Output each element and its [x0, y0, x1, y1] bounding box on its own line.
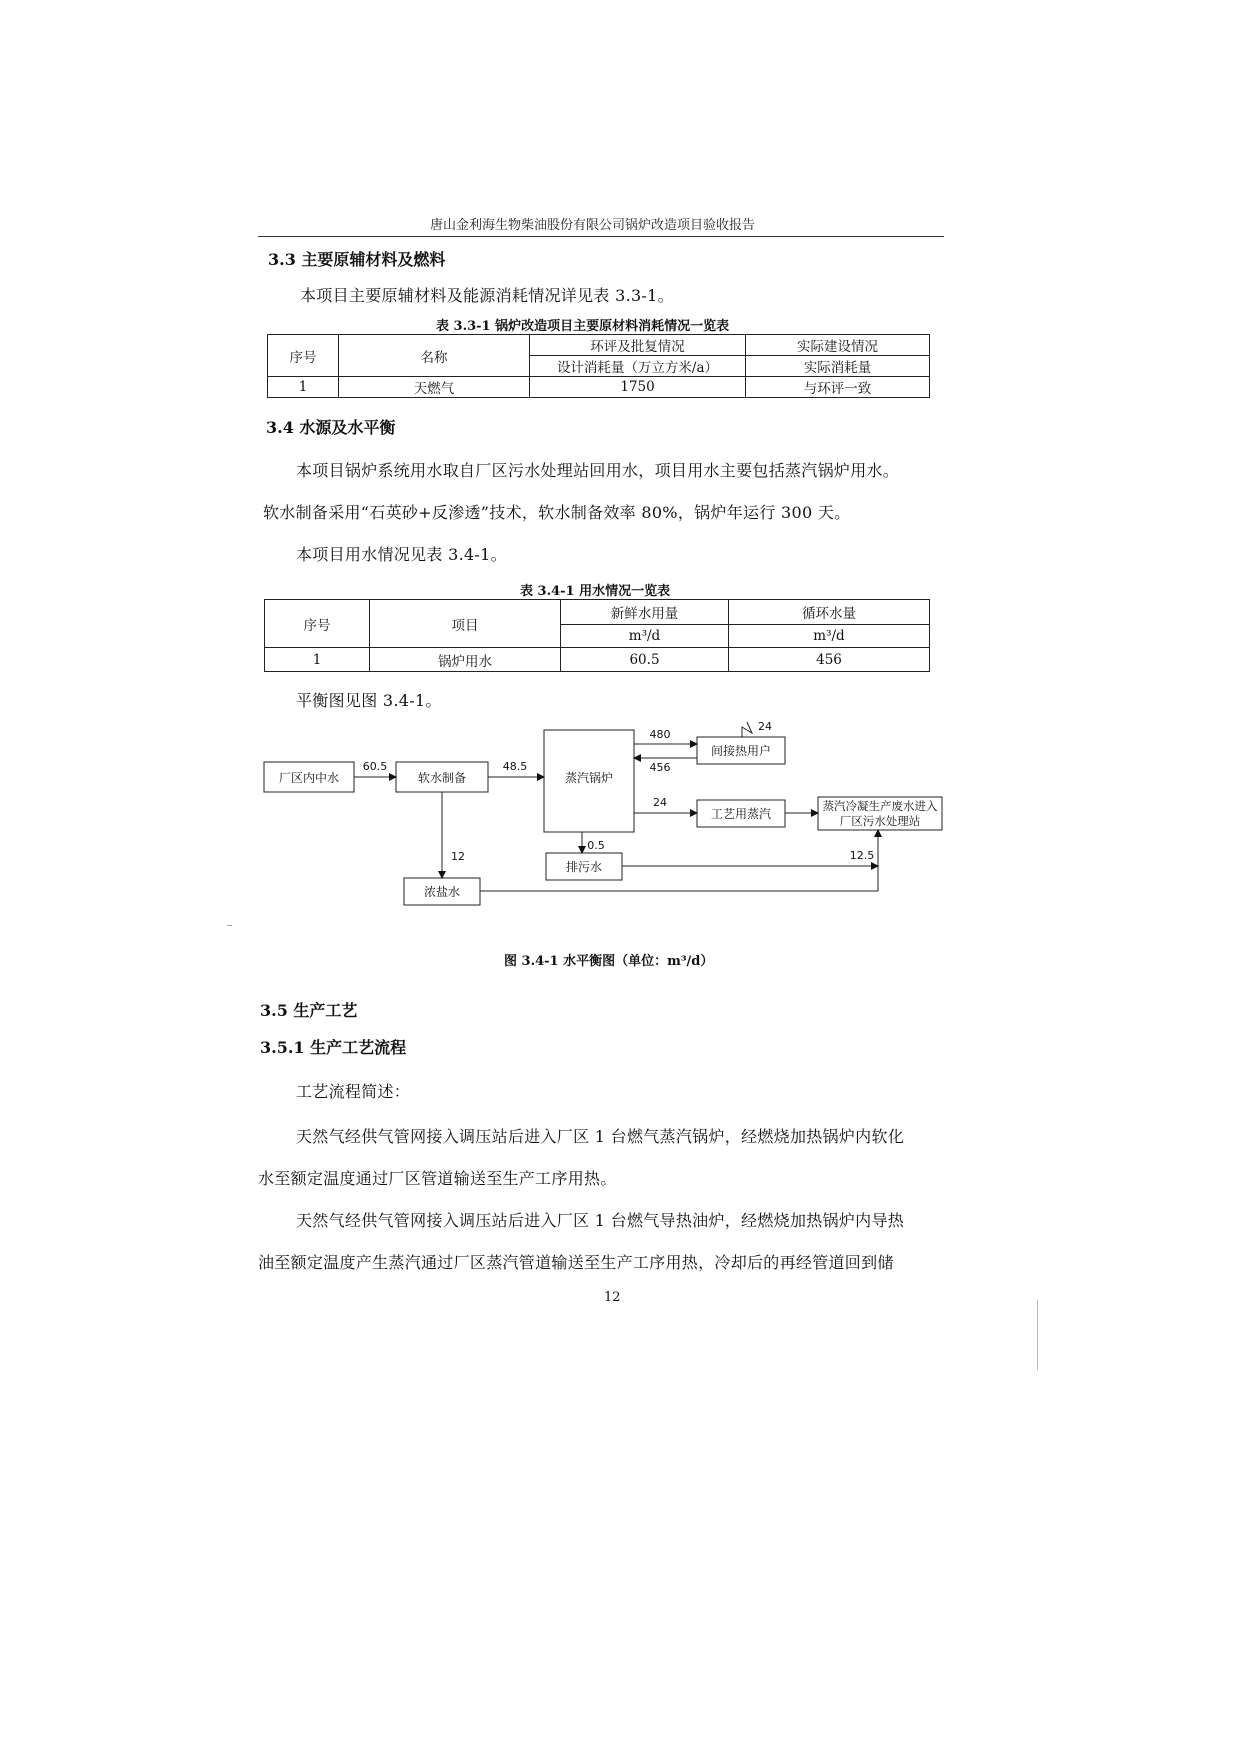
table-header-fresh: 新鲜水用量 [561, 600, 729, 625]
balance-figure-reference: 平衡图见图 3.4-1。 [296, 691, 442, 710]
node-softening-label: 软水制备 [417, 771, 467, 785]
section-3-3-heading: 3.3 主要原辅材料及燃料 [268, 250, 446, 269]
section-3-4-paragraph-line1: 本项目锅炉系统用水取自厂区污水处理站回用水，项目用水主要包括蒸汽锅炉用水。 [296, 461, 900, 480]
flow-value-plant-to-soft: 60.5 [362, 760, 388, 773]
figure-3-4-1-caption: 图 3.4-1 水平衡图（单位：m³/d） [504, 954, 714, 969]
flow-value-boiler-to-blowdown: 0.5 [587, 839, 605, 852]
cell-no: 1 [265, 648, 370, 672]
table-header-name: 名称 [339, 335, 530, 377]
table-header-eia: 环评及批复情况 [530, 335, 746, 356]
section-3-5-p2-line1: 天然气经供气管网接入调压站后进入厂区 1 台燃气导热油炉，经燃烧加热锅炉内导热 [296, 1211, 905, 1230]
process-brief-label: 工艺流程简述： [296, 1082, 411, 1101]
cell-fresh: 60.5 [561, 648, 729, 672]
table-header-cycle: 循环水量 [729, 600, 930, 625]
cell-item: 锅炉用水 [370, 648, 561, 672]
scan-speck [227, 925, 232, 926]
page-number: 12 [604, 1290, 621, 1305]
table-unit-cycle: m³/d [729, 625, 930, 648]
cell-actual: 与环评一致 [746, 377, 930, 398]
node-condensate-label-1: 蒸汽冷凝生产废水进入 [822, 799, 938, 813]
section-3-3-text: 本项目主要原辅材料及能源消耗情况详见表 3.3-1。 [300, 286, 674, 305]
cell-name: 天燃气 [339, 377, 530, 398]
section-3-5-p1-line2: 水至额定温度通过厂区管道输送至生产工序用热。 [258, 1169, 617, 1188]
section-3-4-heading: 3.4 水源及水平衡 [266, 418, 396, 437]
section-3-5-heading: 3.5 生产工艺 [260, 1001, 358, 1020]
flow-value-boiler-to-process: 24 [653, 796, 667, 809]
table-subheader-actual: 实际消耗量 [746, 356, 930, 377]
table-unit-fresh: m³/d [561, 625, 729, 648]
flow-value-boiler-to-user: 480 [649, 728, 671, 741]
cell-cycle: 456 [729, 648, 930, 672]
scan-edge-mark [1037, 1300, 1038, 1370]
table-header-no: 序号 [268, 335, 339, 377]
section-3-4-paragraph-line2: 软水制备采用“石英砂+反渗透”技术，软水制备效率 80%，锅炉年运行 300 天。 [263, 503, 851, 522]
table-3-4-1-caption: 表 3.4-1 用水情况一览表 [520, 584, 671, 599]
node-heat-user-label: 间接热用户 [710, 744, 772, 758]
node-blowdown-label: 排污水 [565, 860, 603, 874]
flow-value-soft-to-boiler: 48.5 [502, 760, 528, 773]
node-brine-label: 浓盐水 [423, 885, 461, 899]
node-boiler-label: 蒸汽锅炉 [564, 771, 614, 785]
section-3-5-1-heading: 3.5.1 生产工艺流程 [260, 1038, 407, 1057]
node-process-steam-label: 工艺用蒸汽 [710, 807, 772, 821]
cell-no: 1 [268, 377, 339, 398]
node-condensate-label-2: 厂区污水处理站 [839, 814, 921, 828]
loss-lightning-icon [742, 722, 752, 737]
report-header-title: 唐山金利海生物柴油股份有限公司锅炉改造项目验收报告 [430, 218, 756, 233]
flow-value-to-wwtp: 12.5 [849, 849, 875, 862]
flow-value-user-to-boiler: 456 [649, 761, 671, 774]
section-3-5-p1-line1: 天然气经供气管网接入调压站后进入厂区 1 台燃气蒸汽锅炉，经燃烧加热锅炉内软化 [296, 1127, 905, 1146]
table-header-item: 项目 [370, 600, 561, 648]
node-plant-water-label: 厂区内中水 [278, 771, 340, 785]
table-3-3-1-caption: 表 3.3-1 锅炉改造项目主要原材料消耗情况一览表 [436, 319, 730, 334]
table-header-no: 序号 [265, 600, 370, 648]
flow-value-user-loss: 24 [758, 720, 772, 733]
flow-value-soft-to-brine: 12 [451, 850, 465, 863]
section-3-5-p2-line2: 油至额定温度产生蒸汽通过厂区蒸汽管道输送至生产工序用热，冷却后的再经管道回到储 [258, 1253, 894, 1272]
section-3-4-paragraph-2: 本项目用水情况见表 3.4-1。 [296, 545, 507, 564]
table-header-actual: 实际建设情况 [746, 335, 930, 356]
table-subheader-design: 设计消耗量（万立方米/a） [530, 356, 746, 377]
cell-design: 1750 [530, 377, 746, 398]
